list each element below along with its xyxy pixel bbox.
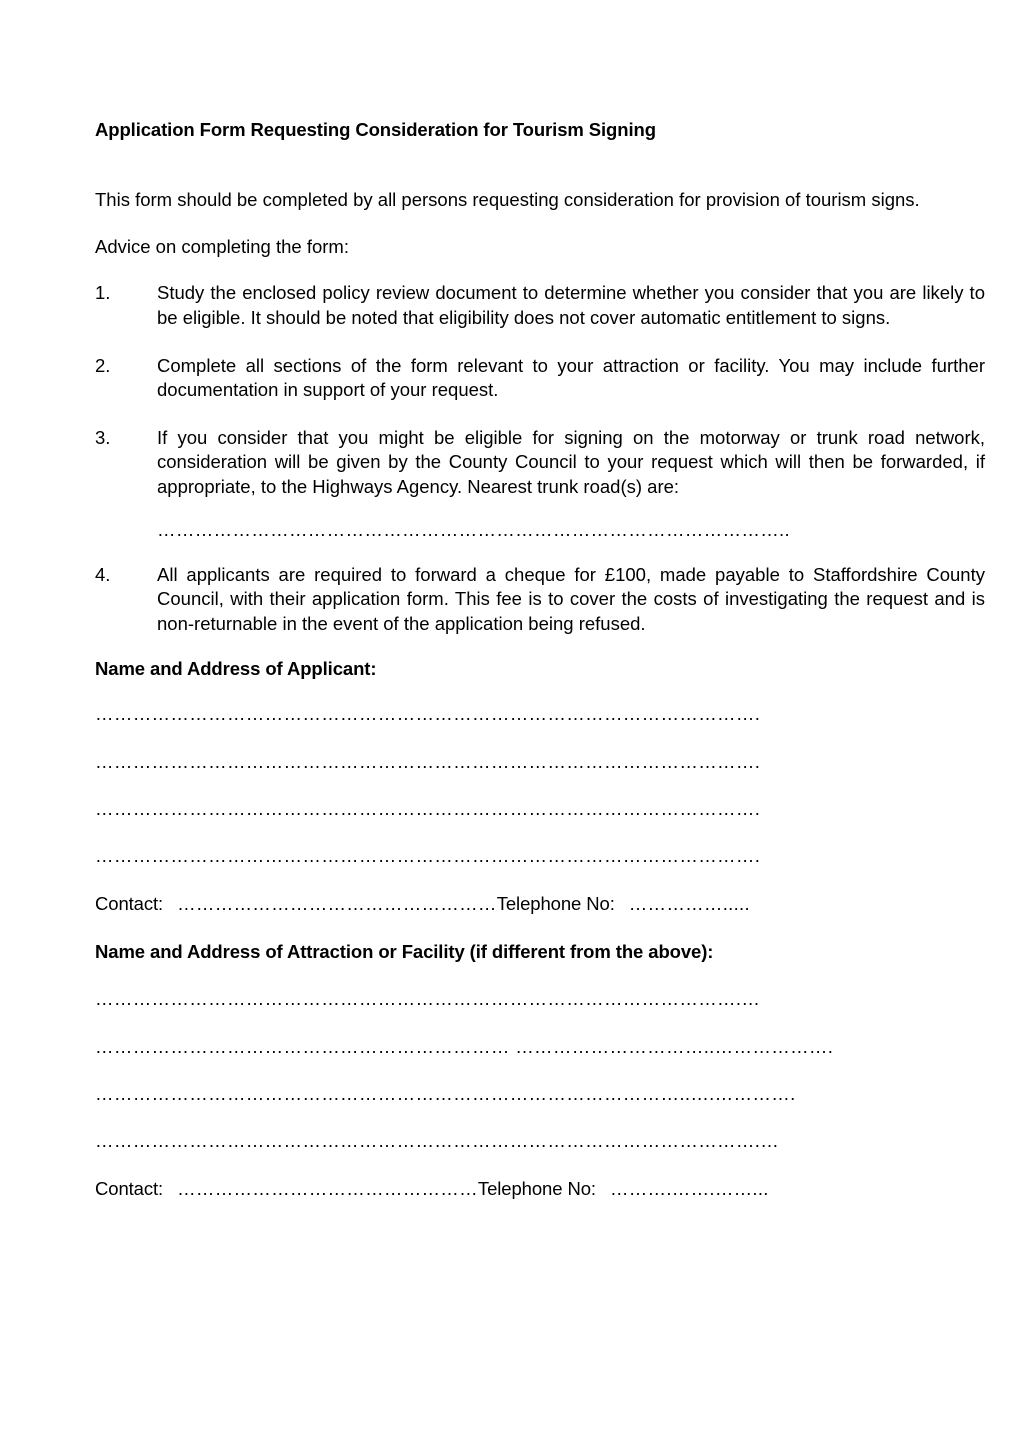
instruction-item-2 — [95, 354, 985, 403]
attraction-address-line-1[interactable]: ………………………………………………………………………………………….… — [95, 988, 761, 1010]
trunk-road-answer-field[interactable]: ……………………………………………………………………………………….. — [157, 519, 791, 541]
attraction-address-line-4[interactable]: …………………………………………………………………………………………….… — [95, 1129, 780, 1151]
spacer — [95, 636, 985, 657]
spacer — [95, 331, 985, 354]
instruction-item-4 — [95, 563, 985, 637]
instruction-text: All applicants are required to forward a cheque for £100, made payable to Staffordshire County Council, with their application form. This fee is to cover the costs of investigating the request and is non-returnable in the event of the application being refused. — [157, 563, 985, 634]
spacer — [95, 213, 985, 235]
page-title: Application Form Requesting Consideration for Tourism Signing — [95, 119, 656, 140]
attraction-contact-field[interactable]: ………………………………………… — [177, 1178, 478, 1200]
spacer — [95, 820, 985, 845]
spacer — [95, 867, 985, 892]
spacer — [95, 542, 985, 563]
spacer — [95, 499, 985, 519]
attraction-address-line-2[interactable]: ………………………………………………………… …………………………..………………. — [95, 1035, 834, 1057]
applicant-contact-row — [95, 892, 985, 915]
instruction-number: 4. — [95, 563, 111, 585]
instruction-number: 2. — [95, 354, 111, 376]
advice-label: Advice on completing the form: — [95, 235, 349, 257]
spacer — [95, 1152, 985, 1177]
spacer — [95, 773, 985, 798]
applicant-address-line-2[interactable]: ……………………………………………………………………………………………. — [95, 750, 761, 772]
spacer — [95, 681, 985, 703]
applicant-contact-field[interactable]: …………………………………………… — [177, 893, 497, 915]
spacer — [95, 141, 985, 188]
spacer — [95, 964, 985, 988]
instruction-text: Complete all sections of the form relevant to your attraction or facility. You may include further documentation in support of your request. — [157, 354, 985, 401]
spacer — [95, 1105, 985, 1130]
applicant-section-heading: Name and Address of Applicant: — [95, 658, 377, 680]
applicant-telephone-field[interactable]: ……………..... — [628, 893, 750, 915]
instruction-text: Study the enclosed policy review document to determine whether you consider that you are likely to be eligible. It should be noted that eligibility does not cover automatic entitlement to signs. — [157, 282, 985, 328]
instruction-number: 1. — [95, 282, 111, 304]
applicant-address-line-3[interactable]: ……………………………………………………………………………………………. — [95, 797, 761, 819]
instruction-item-3 — [95, 426, 985, 500]
instruction-number: 3. — [95, 426, 111, 448]
spacer — [95, 259, 985, 281]
spacer — [95, 1011, 985, 1036]
spacer — [95, 403, 985, 426]
spacer — [95, 915, 985, 940]
attraction-telephone-field[interactable]: ……….…….……... — [609, 1178, 769, 1200]
instruction-text: If you consider that you might be eligible for signing on the motorway or trunk road network, consideration will be given by the County Council to your request which will then be forwarded, if appropriate, to the Highways Agency. Nearest trunk road(s) are: — [157, 426, 985, 497]
attraction-contact-label: Contact: — [95, 1178, 164, 1200]
instruction-item-1 — [95, 281, 985, 330]
spacer — [95, 726, 985, 751]
applicant-address-line-1[interactable]: ……………………………………………………………………………………………. — [95, 703, 761, 725]
applicant-telephone-label: Telephone No: — [496, 893, 615, 915]
intro-paragraph: This form should be completed by all persons requesting consideration for provision of tourism signs. — [95, 189, 920, 211]
attraction-contact-row — [95, 1177, 985, 1200]
attraction-section-heading: Name and Address of Attraction or Facility (if different from the above): — [95, 941, 714, 963]
document-content — [95, 118, 985, 1200]
applicant-address-line-4[interactable]: ……………………………………………………………………………………………. — [95, 845, 761, 867]
attraction-telephone-label: Telephone No: — [477, 1178, 596, 1200]
spacer — [95, 1058, 985, 1083]
attraction-address-line-3[interactable]: …………………………………………………………………………………..….…………. — [95, 1082, 796, 1104]
applicant-contact-label: Contact: — [95, 893, 164, 915]
